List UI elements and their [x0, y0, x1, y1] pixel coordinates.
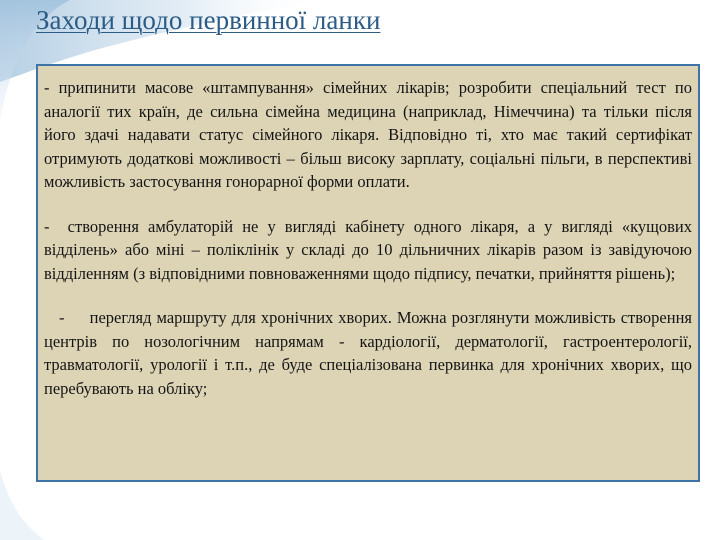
bullet-dash: - — [44, 216, 68, 236]
measure-paragraph-3 — [44, 306, 692, 400]
paragraph-text: припинити масове «штампування» сімейних лікарів; розробити спеціальний тест по аналогії тих країн, де сильна сімейна медицина (наприклад, Німеччина) та тільки після його здачі надавати статус сімейного лікаря. Відповідно ті, хто має такий сертифікат отримують додаткові можливості – більш високу зарплату, соціальні пільги, в перспективі можливість застосування гонорарної форми оплати. — [44, 78, 692, 191]
content-box — [36, 64, 700, 482]
slide-title: Заходи щодо первинної ланки — [36, 5, 381, 35]
bullet-dash: - — [44, 78, 59, 97]
measure-paragraph-2 — [44, 215, 692, 286]
paragraph-text: створення амбулаторій не у вигляді кабінету одного лікаря, а у вигляді «кущових відділень» або міні – поліклінік у складі до 10 дільничних лікарів разом із завідуючою відділенням (з відповідними повноваженнями щодо підпису, печатки, прийняття рішень); — [44, 216, 692, 283]
paragraph-text: перегляд маршруту для хронічних хворих. Можна розглянути можливість створення центрів по нозологічним напрямам - кардіології, дерматології, гастроентерології, травматології, урології і т.п., де буде спеціалізована первинка для хронічних хворих, що перебувають на обліку; — [44, 308, 692, 398]
bullet-dash: - — [44, 308, 90, 327]
measure-paragraph-1 — [44, 76, 692, 194]
